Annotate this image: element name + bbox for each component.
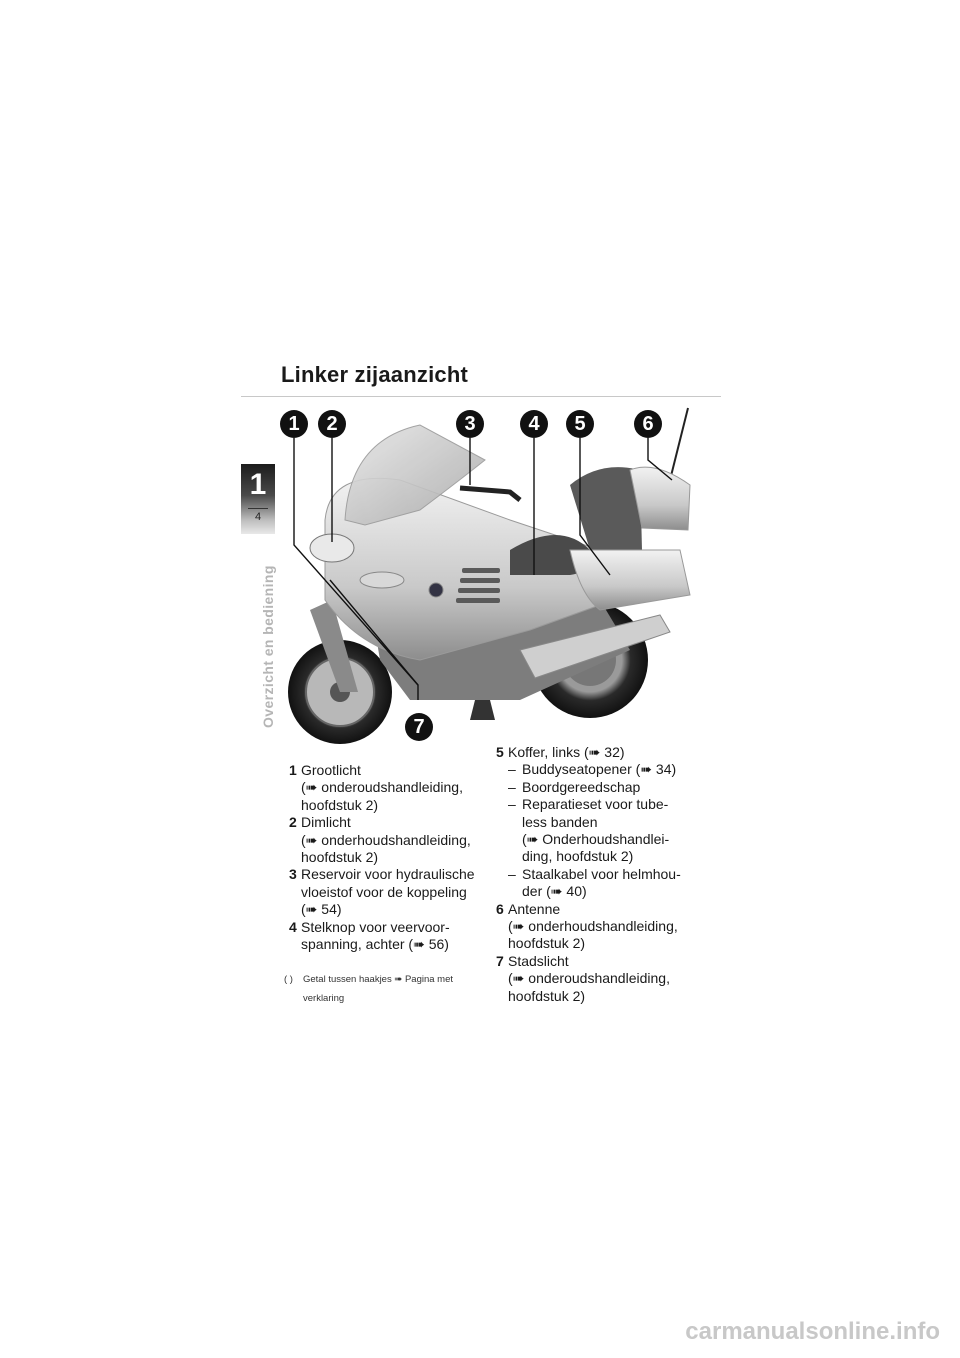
- item-number: 1: [289, 762, 297, 778]
- chapter-number: 1: [249, 468, 267, 501]
- page-number: 4: [254, 511, 262, 523]
- item-number: 7: [496, 952, 504, 969]
- sub-item: [496, 761, 696, 778]
- list-item: [289, 866, 484, 918]
- item-number: 5: [496, 744, 504, 760]
- sub-line: der (➠ 40): [522, 883, 587, 900]
- item-line: vloeistof voor de koppeling: [301, 883, 467, 900]
- title-divider: [241, 396, 721, 397]
- reference-legend: [284, 970, 494, 1008]
- item-line: (➠ 54): [301, 901, 342, 918]
- legend-paren: ( ): [284, 974, 293, 985]
- item-number: 3: [289, 866, 297, 883]
- callout-6: 6: [634, 410, 662, 438]
- sub-item: [496, 779, 696, 796]
- sub-line: Buddyseatopener (➠ 34): [522, 761, 677, 778]
- item-line: Antenne: [508, 900, 561, 917]
- list-item: [496, 901, 696, 953]
- sub-dash: –: [508, 778, 516, 795]
- item-line: Dimlicht: [301, 814, 351, 831]
- item-line: Koffer, links (➠ 32): [508, 744, 625, 760]
- item-line: (➠ onderoudshandleiding,: [508, 970, 670, 987]
- legend-list-left: [289, 762, 484, 953]
- item-number: 4: [289, 918, 297, 935]
- legend-line: verklaring: [303, 993, 345, 1004]
- callout-3: 3: [456, 410, 484, 438]
- sub-line: Staalkabel voor helmhou-: [522, 865, 681, 882]
- sub-line: (➠ Onderhoudshandlei-: [522, 831, 670, 848]
- legend-list-right: [496, 744, 696, 1005]
- list-item: [496, 953, 696, 1005]
- motorcycle-illustration: [270, 400, 720, 745]
- sub-line: ding, hoofdstuk 2): [522, 848, 634, 865]
- watermark: carmanualsonline.info: [685, 1318, 940, 1345]
- item-line: hoofdstuk 2): [508, 987, 586, 1004]
- list-item: [289, 814, 484, 866]
- page-title: Linker zijaanzicht: [281, 362, 468, 387]
- item-line: spanning, achter (➠ 56): [301, 936, 449, 953]
- item-line: hoofdstuk 2): [508, 935, 586, 952]
- item-line: (➠ onderhoudshandleiding,: [508, 918, 678, 935]
- item-line: Stelknop voor veervoor-: [301, 918, 450, 935]
- callout-7: 7: [405, 713, 433, 741]
- chapter-side-label: Overzicht en bediening: [260, 565, 276, 728]
- sub-dash: –: [508, 865, 516, 882]
- callout-4: 4: [520, 410, 548, 438]
- list-item: [289, 762, 484, 814]
- sub-dash: –: [508, 761, 516, 778]
- item-line: Grootlicht: [301, 762, 361, 778]
- item-line: (➠ onderhoudshandleiding,: [301, 831, 471, 848]
- item-number: 6: [496, 900, 504, 917]
- item-line: hoofdstuk 2): [301, 796, 379, 813]
- callout-1: 1: [280, 410, 308, 438]
- tab-divider: [248, 508, 268, 509]
- sub-line: Reparatieset voor tube-: [522, 796, 669, 813]
- sub-item: [496, 796, 696, 866]
- callout-5: 5: [566, 410, 594, 438]
- item-number: 2: [289, 814, 297, 831]
- sub-line: Boordgereedschap: [522, 778, 641, 795]
- item-line: Reservoir voor hydraulische: [301, 866, 475, 883]
- sub-line: less banden: [522, 813, 598, 830]
- sub-dash: –: [508, 796, 516, 813]
- item-line: hoofdstuk 2): [301, 849, 379, 866]
- sub-item: [496, 866, 696, 901]
- item-line: (➠ onderoudshandleiding,: [301, 779, 463, 796]
- item-line: Stadslicht: [508, 952, 569, 969]
- legend-line: Getal tussen haakjes ➠ Pagina met: [303, 974, 454, 985]
- list-item: [496, 744, 696, 761]
- callout-2: 2: [318, 410, 346, 438]
- list-item: [289, 919, 484, 954]
